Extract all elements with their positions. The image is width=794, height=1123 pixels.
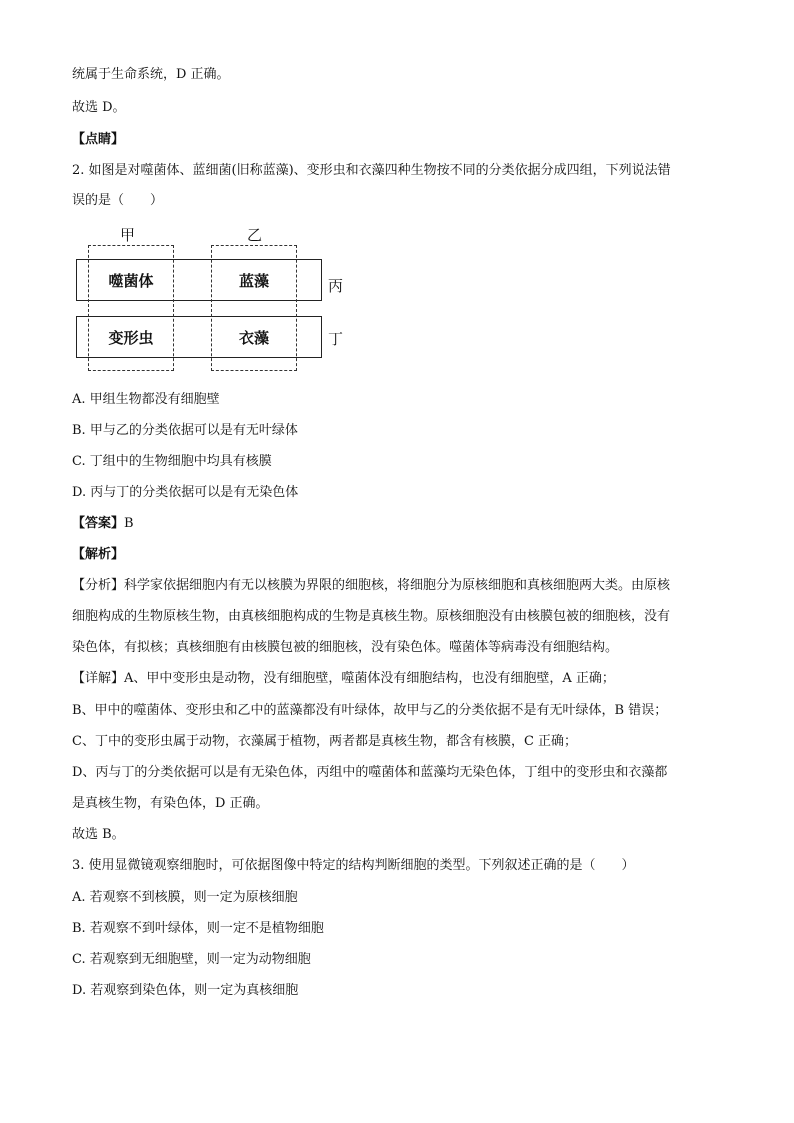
cell-chlamydomonas: 衣藻 (238, 329, 269, 347)
option-b: B. 甲与乙的分类依据可以是有无叶绿体 (72, 423, 298, 438)
analysis-tag: 【解析】 (72, 547, 125, 562)
cell-amoeba: 变形虫 (108, 329, 154, 347)
col-label-jia: 甲 (120, 226, 136, 244)
q3-option-c: C. 若观察到无细胞壁，则一定为动物细胞 (72, 952, 311, 967)
option-d: D. 丙与丁的分类依据可以是有无染色体 (72, 485, 299, 500)
row-label-bing: 丙 (328, 277, 344, 295)
section-tag-dianjing: 【点睛】 (72, 132, 125, 147)
answer-tag: 【答案】 (72, 516, 125, 531)
analysis-line: B、甲中的噬菌体、变形虫和乙中的蓝藻都没有叶绿体，故甲与乙的分类依据不是有无叶绿体，B 错误； (72, 703, 668, 718)
col-label-yi: 乙 (247, 226, 263, 244)
question-2-stem-cont: 误的是（ ） (72, 193, 164, 208)
q3-option-b: B. 若观察不到叶绿体，则一定不是植物细胞 (72, 921, 324, 936)
option-a: A. 甲组生物都没有细胞壁 (72, 392, 220, 407)
answer-line (72, 515, 134, 533)
q3-option-a: A. 若观察不到核膜，则一定为原核细胞 (72, 890, 298, 905)
text-line: 统属于生命系统，D 正确。 (72, 67, 230, 82)
question-3-stem: 3. 使用显微镜观察细胞时，可依据图像中特定的结构判断细胞的类型。下列叙述正确的是（ ） (72, 858, 635, 873)
dashed-group-jia (88, 245, 174, 371)
text-line: 故选 D。 (72, 100, 126, 115)
row-label-ding: 丁 (328, 330, 344, 348)
analysis-line: 故选 B。 (72, 827, 125, 842)
analysis-line: 【分析】科学家依据细胞内有无以核膜为界限的细胞核，将细胞分为原核细胞和真核细胞两大类。由原核 (72, 578, 671, 593)
cell-cyanobacteria: 蓝藻 (238, 272, 269, 290)
analysis-line: 染色体，有拟核；真核细胞有由核膜包被的细胞核，没有染色体。噬菌体等病毒没有细胞结构。 (72, 640, 619, 655)
analysis-line: 细胞构成的生物原核生物，由真核细胞构成的生物是真核生物。原核细胞没有由核膜包被的细胞核，没有 (72, 609, 671, 624)
analysis-line: C、丁中的变形虫属于动物，衣藻属于植物，两者都是真核生物，都含有核膜，C 正确； (72, 734, 578, 749)
analysis-line: 【详解】A、甲中变形虫是动物，没有细胞壁，噬菌体没有细胞结构，也没有细胞壁，A 正确； (72, 671, 615, 686)
option-c: C. 丁组中的生物细胞中均具有核膜 (72, 454, 272, 469)
cell-bacteriophage: 噬菌体 (108, 272, 154, 290)
analysis-line: D、丙与丁的分类依据可以是有无染色体，丙组中的噬菌体和蓝藻均无染色体，丁组中的变形虫和衣藻都 (72, 765, 668, 780)
dashed-group-yi (211, 245, 297, 371)
question-2-stem: 2. 如图是对噬菌体、蓝细菌(旧称蓝藻)、变形虫和衣藻四种生物按不同的分类依据分成四组，下列说法错 (72, 163, 671, 178)
analysis-line: 是真核生物，有染色体，D 正确。 (72, 796, 269, 811)
answer-value: B (124, 516, 134, 531)
q3-option-d: D. 若观察到染色体，则一定为真核细胞 (72, 983, 299, 998)
